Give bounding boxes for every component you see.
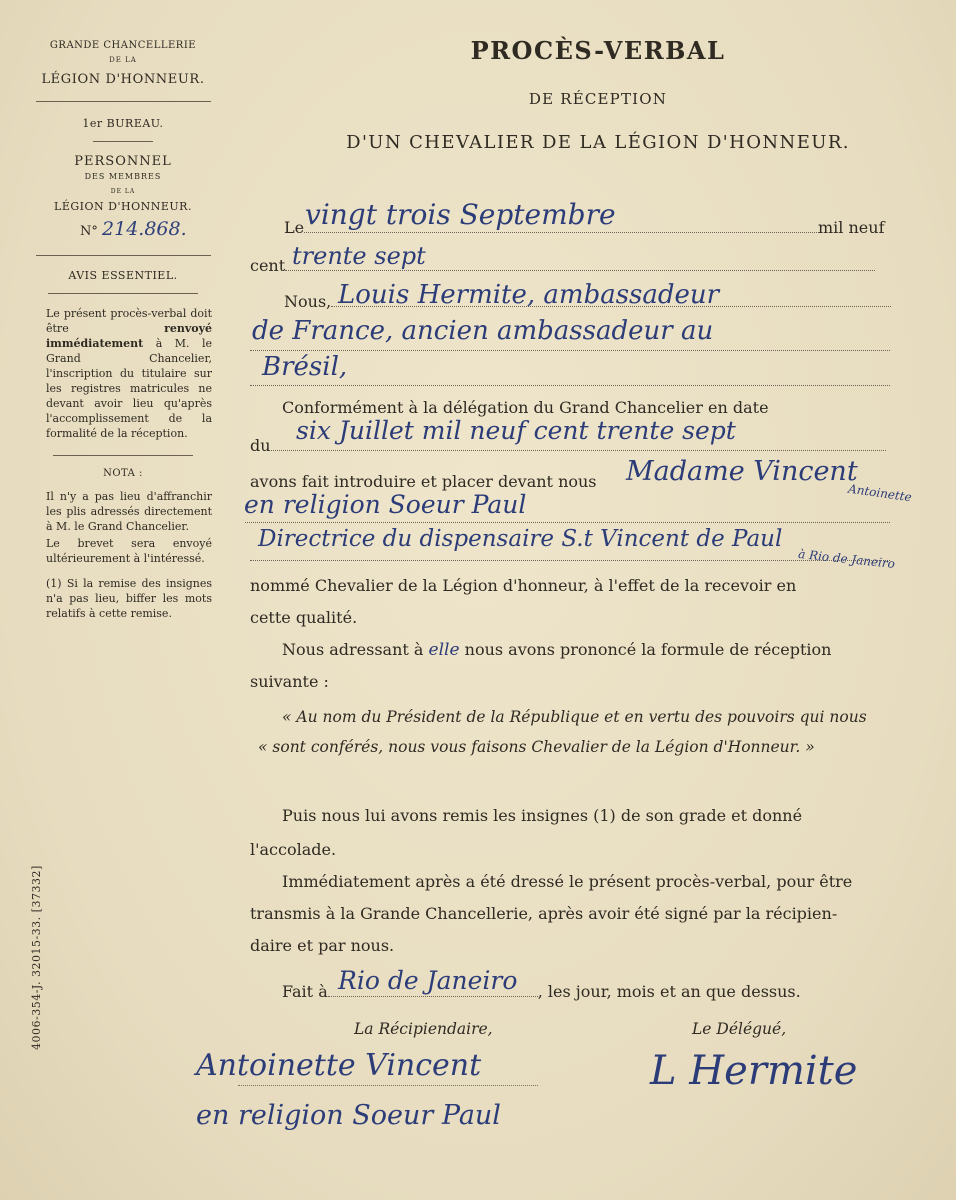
- document-title: PROCÈS-VERBAL: [470, 36, 726, 65]
- avons-line: avons fait introduire et placer devant nous: [250, 472, 597, 491]
- adressant-line: [282, 640, 831, 660]
- immediatement-line: Immédiatement après a été dressé le présent procès-verbal, pour être: [282, 872, 853, 891]
- daire-line: daire et par nous.: [250, 936, 395, 955]
- recipient-signature-1: Antoinette Vincent: [196, 1048, 482, 1083]
- divider: [53, 455, 193, 456]
- nous-label: Nous,: [284, 292, 332, 311]
- print-code: 4006-354-J. 32015-33. [37332]: [30, 865, 43, 1050]
- hw-place: Rio de Janeiro: [338, 966, 518, 995]
- line-rule: [250, 385, 890, 386]
- transmis-line: transmis à la Grande Chancellerie, après avoir été signé par la récipien-: [250, 904, 838, 923]
- fait-label: Fait à: [282, 982, 328, 1001]
- hw-delegate-2: de France, ancien ambassadeur au: [252, 316, 714, 346]
- nota-2: Le brevet sera envoyé ultérieurement à l'intéressé.: [46, 537, 212, 565]
- legion-label: LÉGION D'HONNEUR.: [54, 200, 192, 213]
- hw-delegate-1: Louis Hermite, ambassadeur: [338, 280, 720, 310]
- hw-antoinette: Antoinette: [847, 481, 913, 505]
- membres-label: DES MEMBRES: [84, 172, 162, 181]
- delegue-label: Le Délégué,: [692, 1020, 787, 1038]
- qualite-line: cette qualité.: [250, 608, 358, 627]
- hw-recipient-name: Madame Vincent: [626, 456, 858, 487]
- hw-rio-de-janeiro: à Rio de Janeiro: [797, 546, 896, 572]
- fait-end: , les jour, mois et an que dessus.: [537, 982, 801, 1001]
- du-label: du: [250, 436, 271, 455]
- sidebar: [18, 30, 228, 621]
- hw-elle: elle: [428, 640, 460, 660]
- personnel-label: PERSONNEL: [74, 154, 172, 169]
- divider: [93, 141, 153, 142]
- org-line1: GRANDE CHANCELLERIE: [49, 40, 197, 51]
- document-subtitle: DE RÉCEPTION: [528, 90, 668, 108]
- divider: [36, 255, 211, 256]
- divider: [36, 101, 211, 102]
- avis-text: [18, 306, 228, 441]
- org-line3: LÉGION D'HONNEUR.: [41, 72, 205, 87]
- avis-title: AVIS ESSENTIEL.: [68, 269, 178, 282]
- signature-line: [238, 1085, 538, 1086]
- avis-text-1: Le présent procès-verbal doit être: [46, 307, 212, 335]
- adressant-a: Nous adressant à: [282, 640, 424, 659]
- line-rule: [250, 350, 890, 351]
- nota-1: Il n'y a pas lieu d'affranchir les plis adressés directement à M. le Grand Chancelier.: [46, 490, 212, 533]
- avis-bold: renvoyé immédiatement: [46, 322, 212, 350]
- dossier-number: [18, 218, 228, 240]
- quote-line-1: « Au nom du Président de la République et en vertu des pouvoirs qui nous: [282, 708, 867, 726]
- hw-delegate-3: Brésil,: [262, 352, 348, 382]
- hw-recipient-title: Directrice du dispensaire S.t Vincent de Paul: [258, 526, 783, 552]
- nota-title: NOTA :: [103, 468, 143, 479]
- avis-text-2: à M. le Grand Chancelier, l'inscription du titulaire sur les registres matricules ne devant avoir lieu qu'après l'accomplissement de la formalité de la réception.: [46, 337, 212, 440]
- adressant-b: nous avons prononcé la formule de réception: [464, 640, 832, 659]
- divider: [48, 293, 198, 294]
- nomme-line: nommé Chevalier de la Légion d'honneur, à l'effet de la recevoir en: [250, 576, 797, 595]
- document-subtitle-2: D'UN CHEVALIER DE LA LÉGION D'HONNEUR.: [346, 132, 850, 153]
- hw-delegation-date: six Juillet mil neuf cent trente sept: [296, 416, 736, 445]
- mil-neuf-label: mil neuf: [818, 218, 885, 237]
- line-rule: [245, 522, 890, 523]
- hw-recipient-religion: en religion Soeur Paul: [244, 490, 527, 519]
- accolade-line: l'accolade.: [250, 840, 337, 859]
- le-label: Le: [284, 218, 305, 237]
- org-line2: DE LA: [109, 56, 137, 64]
- conformement-line: Conformément à la délégation du Grand Chancelier en date: [282, 398, 769, 417]
- puis-line: Puis nous lui avons remis les insignes (1) de son grade et donné: [282, 806, 803, 825]
- recipiendaire-label: La Récipiendaire,: [354, 1020, 493, 1038]
- nota-3: (1) Si la remise des insignes n'a pas lieu, biffer les mots relatifs à cette remise.: [46, 577, 212, 620]
- hw-year: trente sept: [292, 242, 426, 270]
- de-la-label: DE LA: [110, 188, 136, 195]
- number-label: N°: [80, 224, 98, 239]
- cent-label: cent: [250, 256, 286, 275]
- recipient-signature-2: en religion Soeur Paul: [196, 1100, 501, 1131]
- quote-line-2: « sont conférés, nous vous faisons Chevalier de la Légion d'Honneur. »: [258, 738, 815, 756]
- suivante-line: suivante :: [250, 672, 329, 691]
- hw-date: vingt trois Septembre: [305, 198, 616, 231]
- number-value: 214.868.: [102, 218, 187, 240]
- bureau-label: 1er BUREAU.: [82, 117, 164, 130]
- delegate-signature: L Hermite: [650, 1048, 858, 1094]
- line-rule: [250, 560, 890, 561]
